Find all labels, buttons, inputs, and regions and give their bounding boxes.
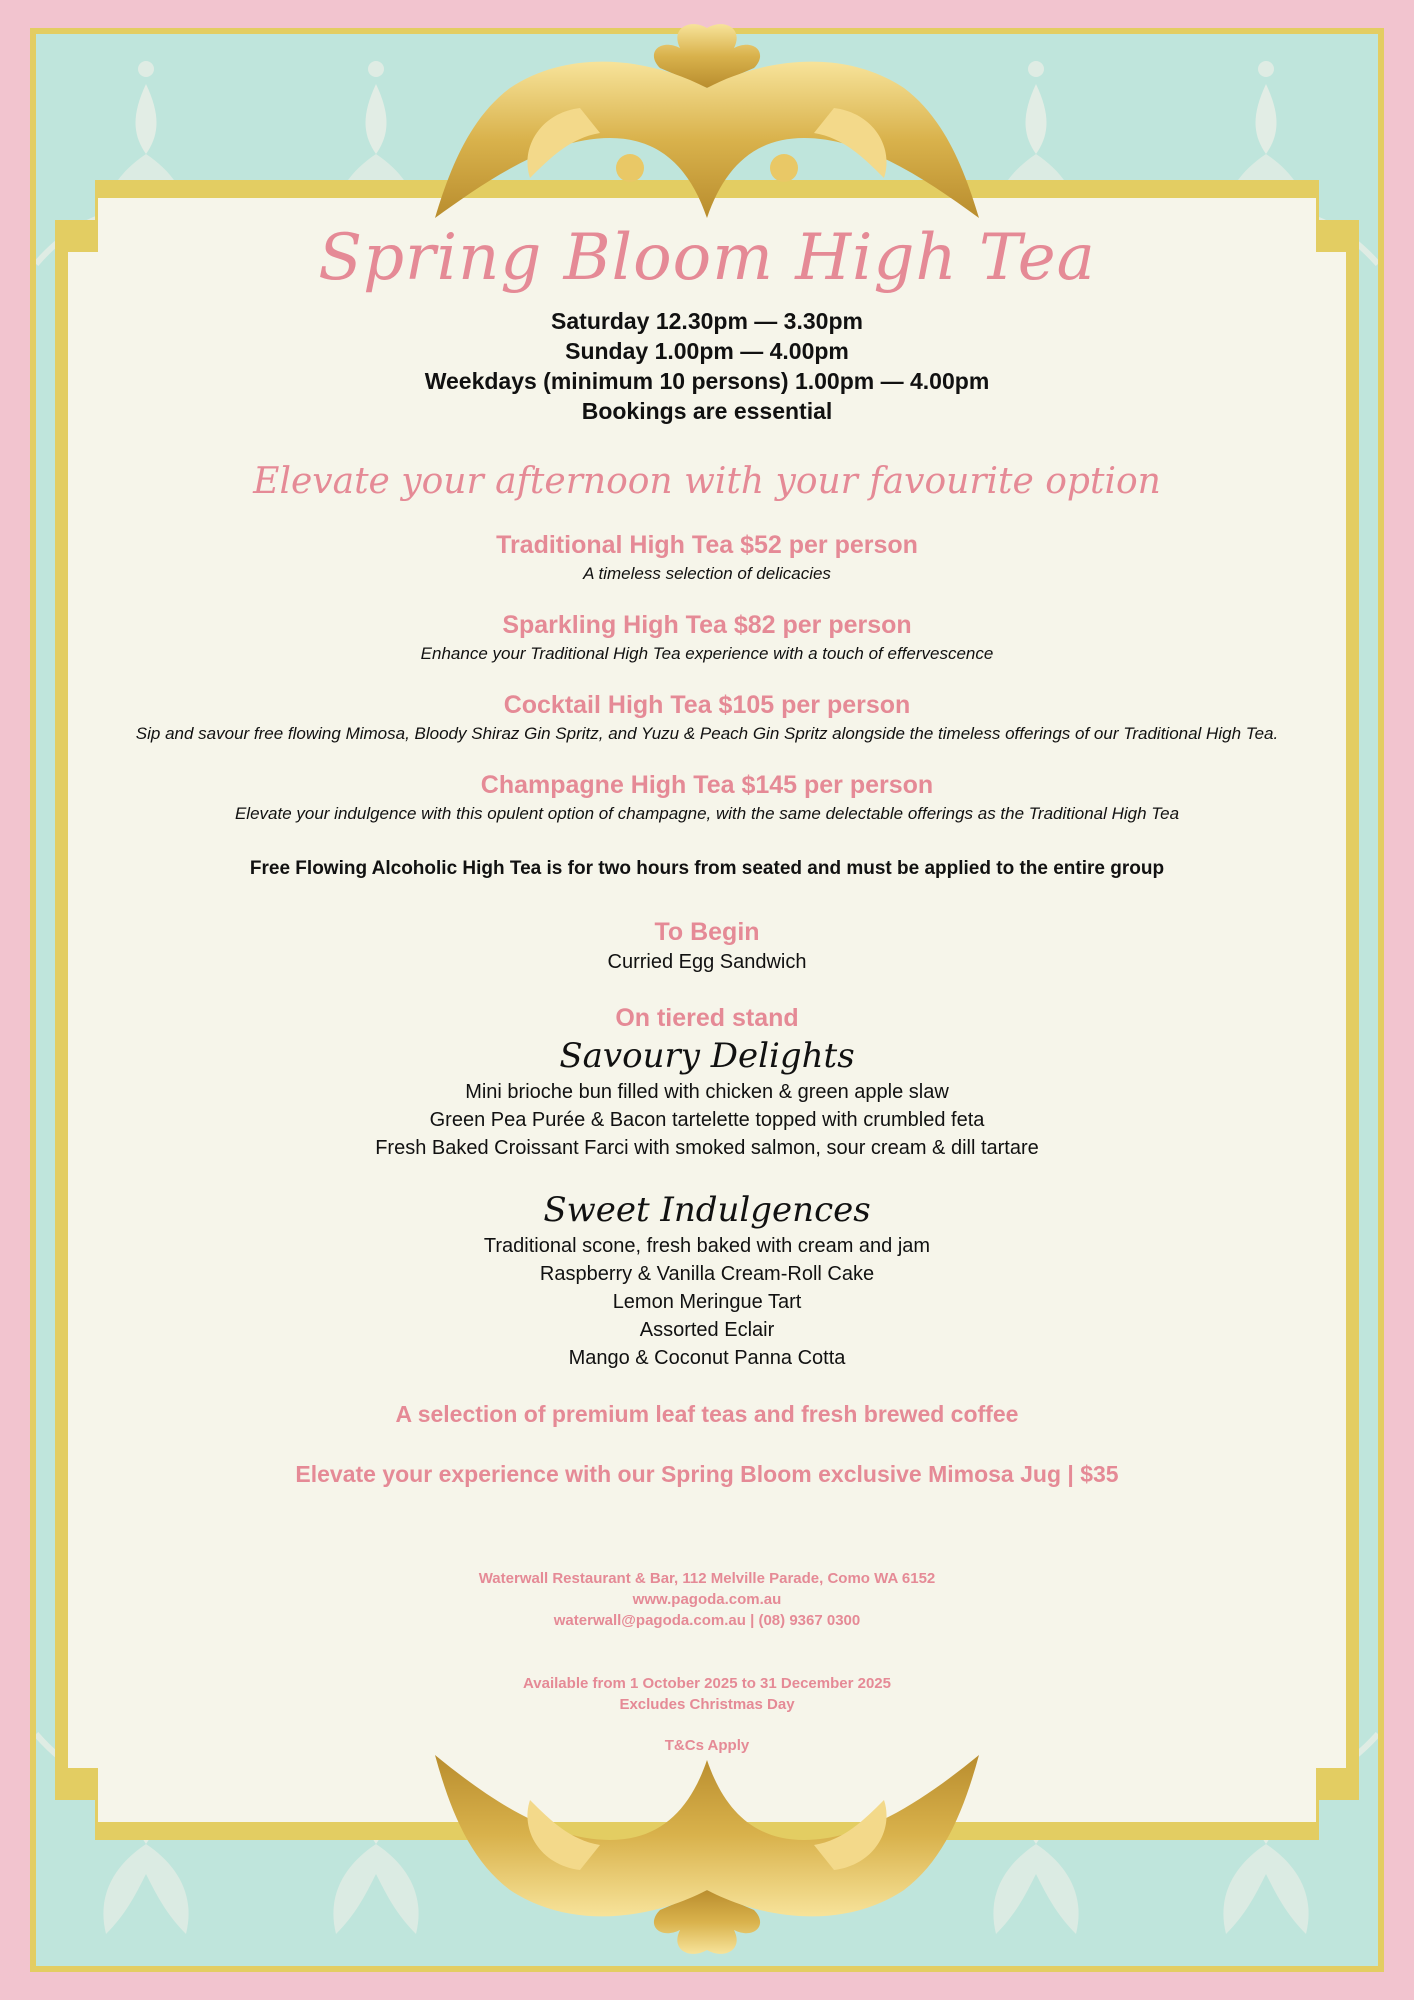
alcohol-note: Free Flowing Alcoholic High Tea is for two hours from seated and must be applied to the entire group (249, 858, 1165, 879)
terms-note: T&Cs Apply (664, 1737, 750, 1754)
option-cocktail (120, 690, 1294, 746)
footer (120, 1568, 1294, 1756)
option-sparkling (120, 610, 1294, 666)
option-description: A timeless selection of delicacies (583, 564, 831, 583)
tiered-stand-heading: On tiered stand (615, 1004, 799, 1032)
option-description: Elevate your indulgence with this opulent option of champagne, with the same delectable offerings as the Traditional High Tea (234, 804, 1180, 823)
option-description: Sip and savour free flowing Mimosa, Bloody Shiraz Gin Spritz, and Yuzu & Peach Gin Spritz alongside the timeless offerings of our Traditional High Tea. (135, 724, 1279, 743)
hours-weekdays: Weekdays (minimum 10 persons) 1.00pm — 4.00pm (424, 368, 990, 394)
option-champagne (120, 770, 1294, 826)
savoury-list (120, 1078, 1294, 1162)
option-title: Sparkling High Tea $82 per person (502, 611, 912, 639)
list-item: Green Pea Purée & Bacon tartelette topped with crumbled feta (429, 1109, 985, 1131)
list-item: Traditional scone, fresh baked with cream and jam (483, 1235, 931, 1257)
list-item: Fresh Baked Croissant Farci with smoked salmon, sour cream & dill tartare (375, 1137, 1039, 1159)
list-item: Raspberry & Vanilla Cream-Roll Cake (539, 1263, 875, 1285)
option-title: Traditional High Tea $52 per person (496, 531, 918, 559)
option-traditional (120, 530, 1294, 586)
savoury-heading: Savoury Delights (559, 1036, 855, 1076)
tagline: Elevate your afternoon with your favourite option (253, 461, 1161, 502)
menu-title: Spring Bloom High Tea (318, 221, 1096, 295)
list-item: Mini brioche bun filled with chicken & green apple slaw (465, 1081, 949, 1103)
menu-content (120, 210, 1294, 1756)
sweet-heading: Sweet Indulgences (543, 1190, 871, 1230)
hours-sunday: Sunday 1.00pm — 4.00pm (565, 338, 849, 364)
venue-address: Waterwall Restaurant & Bar, 112 Melville Parade, Como WA 6152 (478, 1570, 936, 1587)
to-begin-item: Curried Egg Sandwich (607, 951, 807, 973)
to-begin-heading: To Begin (654, 918, 760, 946)
option-title: Cocktail High Tea $105 per person (503, 691, 911, 719)
list-item: Lemon Meringue Tart (612, 1291, 802, 1313)
tea-coffee-note: A selection of premium leaf teas and fresh brewed coffee (395, 1401, 1019, 1427)
sweet-list (120, 1232, 1294, 1372)
option-title: Champagne High Tea $145 per person (480, 771, 934, 799)
hours-saturday: Saturday 12.30pm — 3.30pm (551, 308, 863, 334)
exclusion-note: Excludes Christmas Day (619, 1696, 795, 1713)
gold-scroll-ornament-top (430, 18, 984, 218)
availability-dates: Available from 1 October 2025 to 31 December 2025 (523, 1675, 891, 1692)
gold-scroll-ornament-bottom (430, 1755, 984, 1960)
list-item: Assorted Eclair (639, 1319, 775, 1341)
mimosa-jug-offer: Elevate your experience with our Spring Bloom exclusive Mimosa Jug | $35 (295, 1461, 1119, 1487)
option-description: Enhance your Traditional High Tea experience with a touch of effervescence (420, 644, 994, 663)
bookings-note: Bookings are essential (581, 398, 833, 424)
opening-hours (120, 306, 1294, 426)
contact-details[interactable]: waterwall@pagoda.com.au | (08) 9367 0300 (553, 1612, 861, 1629)
website-link[interactable]: www.pagoda.com.au (632, 1591, 782, 1608)
list-item: Mango & Coconut Panna Cotta (568, 1347, 846, 1369)
